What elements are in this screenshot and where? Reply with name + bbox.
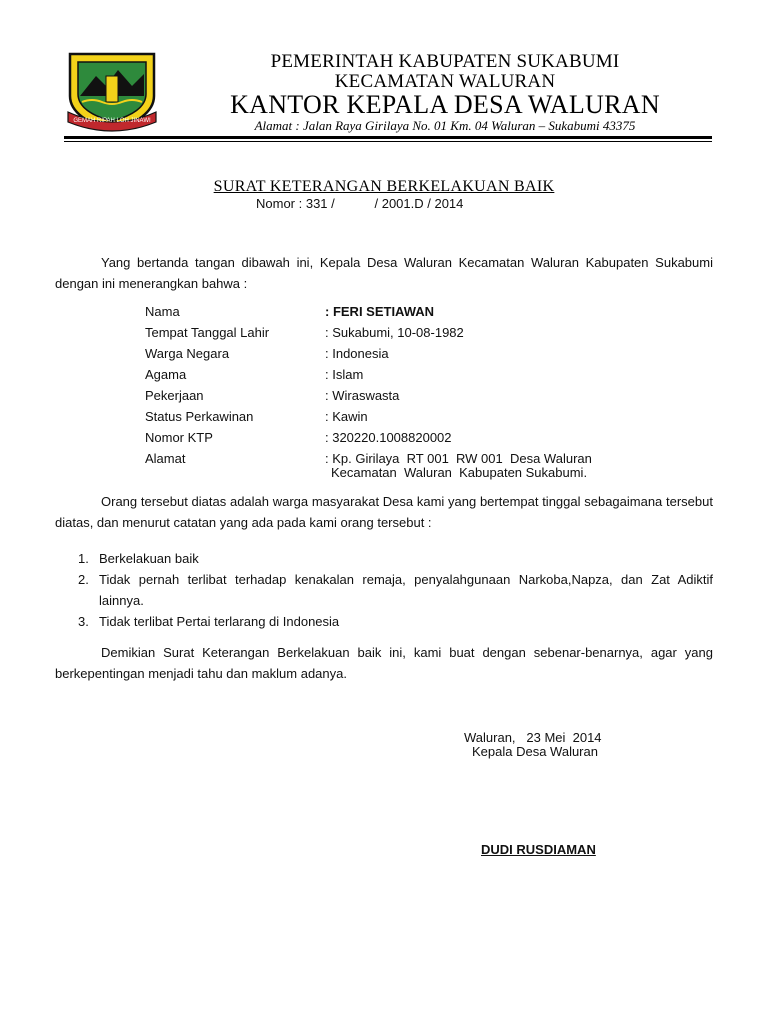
field-label: Tempat Tanggal Lahir — [145, 325, 270, 340]
header-office: KANTOR KEPALA DESA WALURAN — [230, 90, 660, 119]
field-value: : FERI SETIAWAN — [325, 304, 435, 319]
header-divider-thick — [64, 136, 712, 139]
field-value: : Kawin — [325, 409, 368, 424]
intro-paragraph — [55, 252, 713, 294]
field-value: Kecamatan Waluran Kabupaten Sukabumi. — [331, 465, 588, 480]
signature-position: Kepala Desa Waluran — [472, 744, 598, 759]
closing-paragraph — [55, 642, 713, 684]
field-value: : Sukabumi, 10-08-1982 — [325, 325, 464, 340]
header-address: Alamat : Jalan Raya Girilaya No. 01 Km. 04 Waluran – Sukabumi 43375 — [254, 118, 636, 133]
list-item — [78, 611, 713, 632]
document-number: Nomor : 331 / / 2001.D / 2014 — [256, 196, 464, 211]
field-label: Status Perkawinan — [145, 409, 254, 424]
header-divider-thin — [64, 141, 712, 142]
logo-motto: GEMAH RIPAH LOH JINAWI — [73, 118, 151, 124]
field-label: Nomor KTP — [145, 430, 213, 445]
list-text: Tidak pernah terlibat terhadap kenakalan remaja, penyalahgunaan Narkoba,Napza, dan Zat Adiktif lainnya. — [99, 572, 713, 608]
statement-text: Orang tersebut diatas adalah warga masyarakat Desa kami yang bertempat tinggal sebagaimana tersebut diatas, dan menurut catatan yang ada pada kami orang tersebut : — [55, 494, 713, 530]
list-item — [78, 569, 713, 611]
header-district: KECAMATAN WALURAN — [334, 71, 556, 92]
field-label: Warga Negara — [145, 346, 230, 361]
signature-place-date: Waluran, 23 Mei 2014 — [464, 730, 602, 745]
field-label: Nama — [145, 304, 180, 319]
statement-paragraph — [55, 491, 713, 533]
regency-emblem-logo — [66, 52, 158, 132]
list-text: Berkelakuan baik — [99, 551, 199, 566]
list-number: 2. — [78, 572, 89, 587]
field-value: : Islam — [325, 367, 364, 382]
closing-text: Demikian Surat Keterangan Berkelakuan baik ini, kami buat dengan sebenar-benarnya, agar yang berkepentingan menjadi tahu dan maklum adanya. — [55, 645, 713, 681]
list-item — [78, 548, 713, 569]
list-text: Tidak terlibat Pertai terlarang di Indonesia — [99, 614, 340, 629]
header-government: PEMERINTAH KABUPATEN SUKABUMI — [270, 51, 620, 72]
field-value: : Indonesia — [325, 346, 389, 361]
list-number: 3. — [78, 614, 89, 629]
list-number: 1. — [78, 551, 89, 566]
signatory-name: DUDI RUSDIAMAN — [481, 842, 596, 857]
field-label: Agama — [145, 367, 187, 382]
intro-text: Yang bertanda tangan dibawah ini, Kepala Desa Waluran Kecamatan Waluran Kabupaten Sukabumi dengan ini menerangkan bahwa : — [55, 255, 713, 291]
gate-pillar — [106, 76, 118, 102]
field-value: : Kp. Girilaya RT 001 RW 001 Desa Waluran — [325, 451, 592, 466]
document-title: SURAT KETERANGAN BERKELAKUAN BAIK — [213, 178, 555, 195]
field-label: Pekerjaan — [145, 388, 204, 403]
field-value: : Wiraswasta — [325, 388, 400, 403]
field-value: : 320220.1008820002 — [325, 430, 452, 445]
field-label: Alamat — [145, 451, 186, 466]
